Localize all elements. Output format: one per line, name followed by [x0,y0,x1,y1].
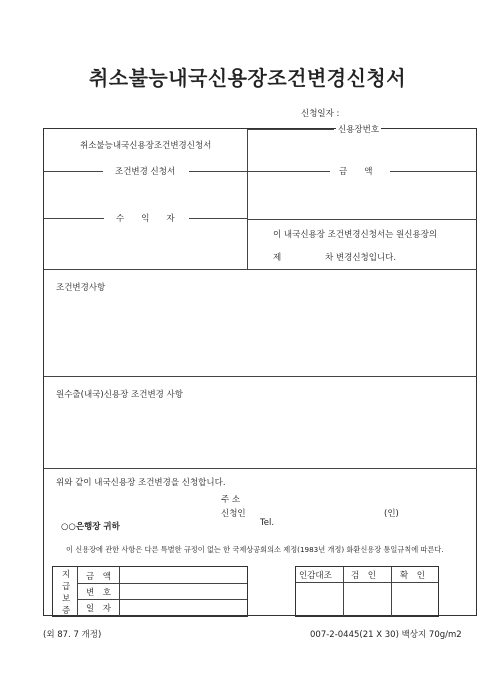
section-divider [44,269,477,270]
fee-row-label: 금 액 [86,572,111,582]
divider [77,567,78,616]
side-label-char: 급 [62,582,71,592]
divider [343,567,344,616]
divider [296,582,438,583]
section-divider [44,468,477,469]
divider [119,567,120,616]
amount-label: 금 액 [339,167,373,177]
divider [247,171,330,172]
inspection-header: 검 인 [351,571,376,581]
notice-line-1: 이 내국신용장 조건변경신청서는 원신용장의 [273,230,438,240]
header-left-subtitle: 조건변경 신청서 [115,167,176,177]
seal-check-header: 인감대조 [299,571,332,581]
divider [247,129,334,130]
side-label-char: 지 [62,570,71,580]
divider [247,219,477,220]
section-divider [44,376,477,377]
form-frame [43,125,477,616]
verification-box [295,566,439,617]
payment-guarantee-box [52,566,248,617]
rule-note: 이 신용장에 관한 사항은 다른 특별한 규정이 없는 한 국제상공회의소 제정(1983년 개정) 화환신용장 통일규칙에 따른다. [66,545,444,554]
bank-addressee: ○○은행장 귀하 [61,522,120,532]
document-title: 취소불능내국신용장조건변경신청서 [88,66,407,90]
notice-line-2-suffix: 차 변경신청입니다. [325,253,397,263]
divider [44,218,104,219]
side-label-char: 보 [62,594,71,604]
footer-form-code: 007-2-0445(21 X 30) 백상지 70g/m2 [310,630,462,640]
original-changes-label: 원수출(내국)신용장 조건변경 사항 [56,390,183,400]
divider [77,583,247,584]
address-label: 주 소 [221,495,241,505]
tel-label: Tel. [260,518,275,528]
changes-label: 조건변경사항 [56,283,106,293]
confirmation-header: 확 인 [400,571,425,581]
divider [44,171,103,172]
fee-row-label: 일 자 [86,604,111,614]
applicant-label: 신청인 [221,509,246,519]
fee-row-label: 변 호 [86,588,111,598]
beneficiary-label: 수 익 자 [116,214,175,224]
divider [391,567,392,616]
seal-label: (인) [384,509,399,519]
notice-line-2-prefix: 제 [273,253,282,263]
side-label-char: 증 [62,606,71,616]
application-date-label: 신청일자 : [301,109,340,119]
header-left-title: 취소불능내국신용장조건변경신청서 [80,141,212,151]
divider [189,171,247,172]
footer-revision: (외 87. 7 개정) [43,630,102,640]
lc-number-label: 신용장번호 [338,125,380,135]
divider [189,218,247,219]
application-statement: 위와 같이 내국신용장 조건변경을 신청합니다. [56,478,226,488]
divider [390,171,477,172]
header-vertical-divider [247,129,248,269]
divider [77,599,247,600]
